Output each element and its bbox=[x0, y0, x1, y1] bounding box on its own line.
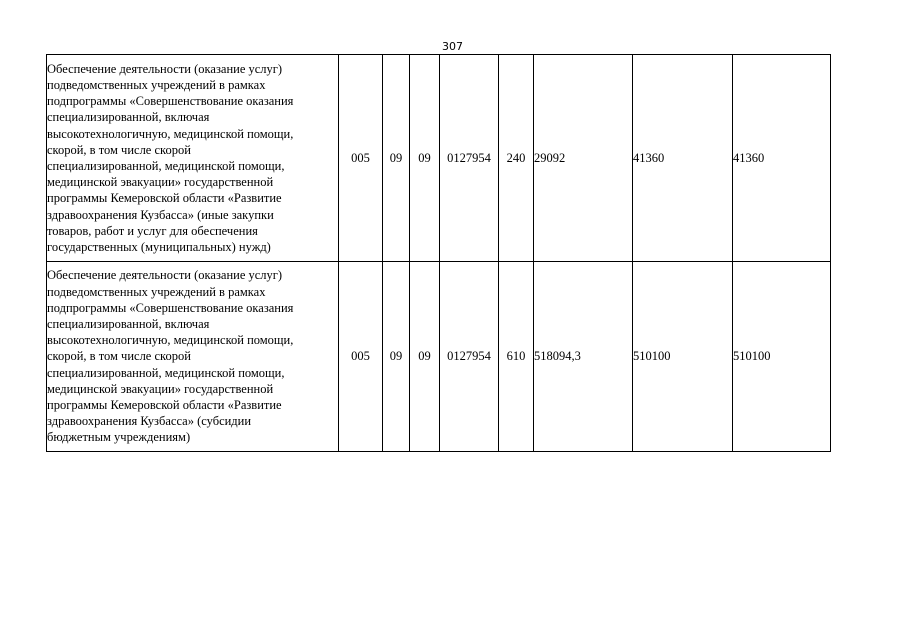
ministry-code: 005 bbox=[339, 262, 383, 452]
amount-2: 510100 bbox=[633, 262, 733, 452]
budget-table bbox=[46, 54, 831, 452]
page-number: 307 bbox=[442, 40, 463, 53]
subsection-code: 09 bbox=[410, 55, 440, 262]
table-row bbox=[47, 262, 831, 452]
amount-1: 518094,3 bbox=[534, 262, 633, 452]
row-description: Обеспечение деятельности (оказание услуг) подведомственных учреждений в рамках подпрограммы «Совершенствование оказания специализированной, включая высокотехнологичную, медицинской помощи, скорой, в том числе скорой специализированной, медицинской помощи, медицинской эвакуации» государственной программы Кемеровской области «Развитие здравоохранения Кузбасса» (субсидии бюджетным учреждениям) bbox=[47, 262, 339, 452]
amount-2: 41360 bbox=[633, 55, 733, 262]
ministry-code: 005 bbox=[339, 55, 383, 262]
target-article-code: 0127954 bbox=[440, 262, 499, 452]
section-code: 09 bbox=[383, 55, 410, 262]
row-description: Обеспечение деятельности (оказание услуг) подведомственных учреждений в рамках подпрограммы «Совершенствование оказания специализированной, включая высокотехнологичную, медицинской помощи, скорой, в том числе скорой специализированной, медицинской помощи, медицинской эвакуации» государственной программы Кемеровской области «Развитие здравоохранения Кузбасса» (иные закупки товаров, работ и услуг для обеспечения государственных (муниципальных) нужд) bbox=[47, 55, 339, 262]
section-code: 09 bbox=[383, 262, 410, 452]
table-row bbox=[47, 55, 831, 262]
subsection-code: 09 bbox=[410, 262, 440, 452]
amount-3: 41360 bbox=[733, 55, 831, 262]
amount-1: 29092 bbox=[534, 55, 633, 262]
expense-type-code: 240 bbox=[499, 55, 534, 262]
amount-3: 510100 bbox=[733, 262, 831, 452]
expense-type-code: 610 bbox=[499, 262, 534, 452]
target-article-code: 0127954 bbox=[440, 55, 499, 262]
